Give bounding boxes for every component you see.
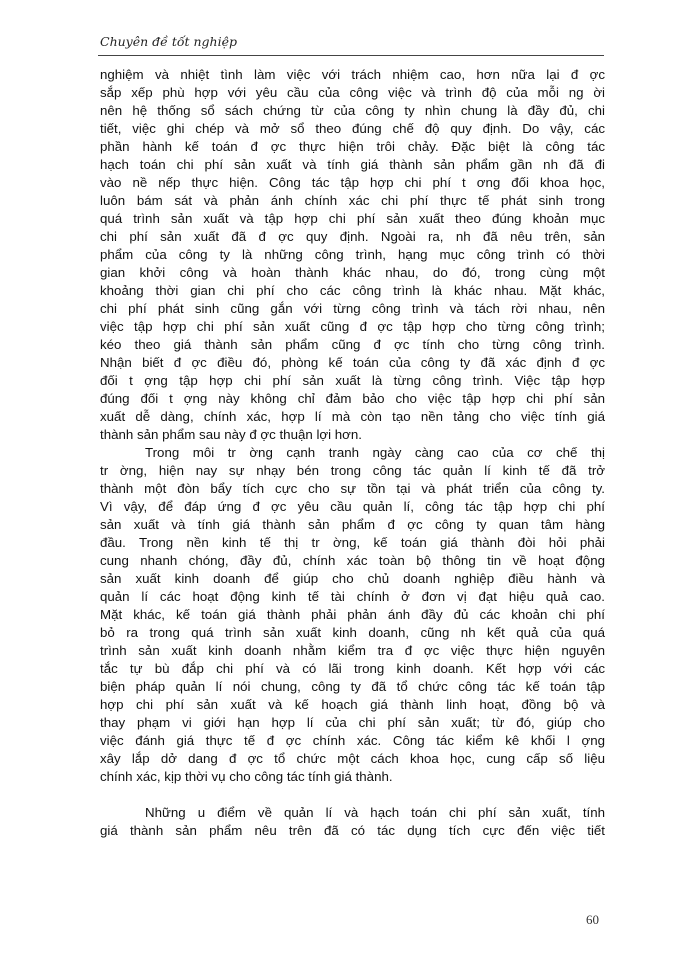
body-text xyxy=(100,66,605,840)
text-line: thành sản phẩm sau này đ ợc thuận lợi hơn. xyxy=(100,427,362,442)
text-line: tiết, việc ghi chép và mở sổ theo đúng chế độ quy định. Do vậy, các xyxy=(100,121,605,136)
text-line: giá thành sản phẩm nêu trên đã có tác dụng tích cực đến việc tiết xyxy=(100,823,605,838)
text-line: hợp chi phí sản xuất và kế hoạch giá thành linh hoạt, đồng bộ và xyxy=(100,697,605,712)
text-line: biện pháp quản lí nói chung, công ty đã tổ chức công tác kế toán tập xyxy=(100,679,605,694)
paragraph xyxy=(100,444,605,786)
text-line: Mặt khác, kế toán giá thành phải phản ánh đầy đủ các khoản chi phí xyxy=(100,607,605,622)
text-line: nghiệm và nhiệt tình làm việc với trách nhiệm cao, hơn nữa lại đ ợc xyxy=(100,67,605,82)
text-line: nên hệ thống sổ sách chứng từ của công ty nhìn chung là đầy đủ, chi xyxy=(100,103,605,118)
text-line: Những u điểm về quản lí và hạch toán chi phí sản xuất, tính xyxy=(145,805,605,820)
text-line: vào nề nếp thực hiện. Công tác tập hợp chi phí t ơng đối khoa học, xyxy=(100,175,605,190)
text-line: quá trình sản xuất và tập hợp chi phí sản xuất theo đúng khoản mục xyxy=(100,211,605,226)
text-line: xây lắp dở dang đ ợc tổ chức một cách khoa học, cung cấp số liệu xyxy=(100,751,605,766)
text-line: phần hành kế toán đ ợc thực hiện trôi chảy. Đặc biệt là công tác xyxy=(100,139,605,154)
text-line: đối t ợng tập hợp chi phí sản xuất là từng công trình. Việc tập hợp xyxy=(100,373,605,388)
text-line: xuất dễ dàng, chính xác, hợp lí mà còn tạo nền tảng cho việc tính giá xyxy=(100,409,605,424)
text-line: quản lí các hoạt động kinh tế tài chính ở đơn vị đạt hiệu quả cao. xyxy=(100,589,605,604)
text-line: đầu. Trong nền kinh tế thị tr ờng, kế toán giá thành đòi hỏi phải xyxy=(100,535,605,550)
text-line: chi phí phát sinh cũng gắn với từng công trình và tách rời nhau, nên xyxy=(100,301,605,316)
text-line: đúng đối t ợng này không chỉ đảm bảo cho việc tập hợp chi phí sản xyxy=(100,391,605,406)
text-line: tr ờng, hiện nay sự nhạy bén trong công tác quản lí kinh tế đã trở xyxy=(100,463,605,478)
text-line: trình sản xuất kinh doanh nhằm kiểm tra đ ợc việc thực hiện nguyên xyxy=(100,643,605,658)
text-line: việc tập hợp chi phí sản xuất cũng đ ợc tập hợp cho từng công trình; xyxy=(100,319,605,334)
text-line: việc đánh giá thực tế đ ợc chính xác. Công tác kiểm kê khối l ợng xyxy=(100,733,605,748)
text-line: hạch toán chi phí sản xuất và tính giá thành sản phẩm gần nh đã đi xyxy=(100,157,605,172)
text-line: Trong môi tr ờng cạnh tranh ngày càng cao của cơ chế thị xyxy=(145,445,605,460)
text-line: khoảng thời gian chi phí cho các công trình là khác nhau. Mặt khác, xyxy=(100,283,605,298)
text-line: sản xuất kinh doanh để giúp cho chủ doanh nghiệp điều hành và xyxy=(100,571,605,586)
text-line: Nhận biết đ ợc điều đó, phòng kế toán của công ty đã xác định đ ợc xyxy=(100,355,605,370)
text-line: phẩm của công ty là những công trình, hạng mục công trình có thời xyxy=(100,247,605,262)
text-line: cung nhanh chóng, đầy đủ, chính xác toàn bộ thông tin về hoạt động xyxy=(100,553,605,568)
text-line: bỏ ra trong quá trình sản xuất kinh doanh, cũng nh kết quả của quá xyxy=(100,625,605,640)
text-line: kéo theo giá thành sản phẩm cũng đ ợc tính cho từng công trình. xyxy=(100,337,605,352)
text-line: gian khởi công và hoàn thành khác nhau, do đó, trong cùng một xyxy=(100,265,605,280)
text-line: Vì vậy, để đáp ứng đ ợc yêu cầu quản lí, công tác tập hợp chi phí xyxy=(100,499,605,514)
text-line: luôn bám sát và phản ánh chính xác chi phí thực tế phát sinh trong xyxy=(100,193,605,208)
text-line: chi phí sản xuất đã đ ợc quy định. Ngoài ra, nh đã nêu trên, sản xyxy=(100,229,605,244)
text-line: sắp xếp phù hợp với yêu cầu của công việc và trình độ của mỗi ng ời xyxy=(100,85,605,100)
text-line: sản xuất và tính giá thành sản phẩm đ ợc công ty quan tâm hàng xyxy=(100,517,605,532)
running-header: Chuyên đề tốt nghiệp xyxy=(100,34,237,49)
header-divider xyxy=(98,55,604,56)
text-line: chính xác, kịp thời vụ cho công tác tính giá thành. xyxy=(100,769,393,784)
text-line: thay phạm vi giới hạn hợp lí của chi phí sản xuất; từ đó, giúp cho xyxy=(100,715,605,730)
paragraph xyxy=(100,66,605,444)
text-line: tắc tự bù đắp chi phí và có lãi trong kinh doanh. Kết hợp với các xyxy=(100,661,605,676)
page-number: 60 xyxy=(586,912,599,927)
paragraph xyxy=(100,804,605,840)
text-line: thành một đòn bẩy tích cực cho sự tồn tại và phát triển của công ty. xyxy=(100,481,605,496)
